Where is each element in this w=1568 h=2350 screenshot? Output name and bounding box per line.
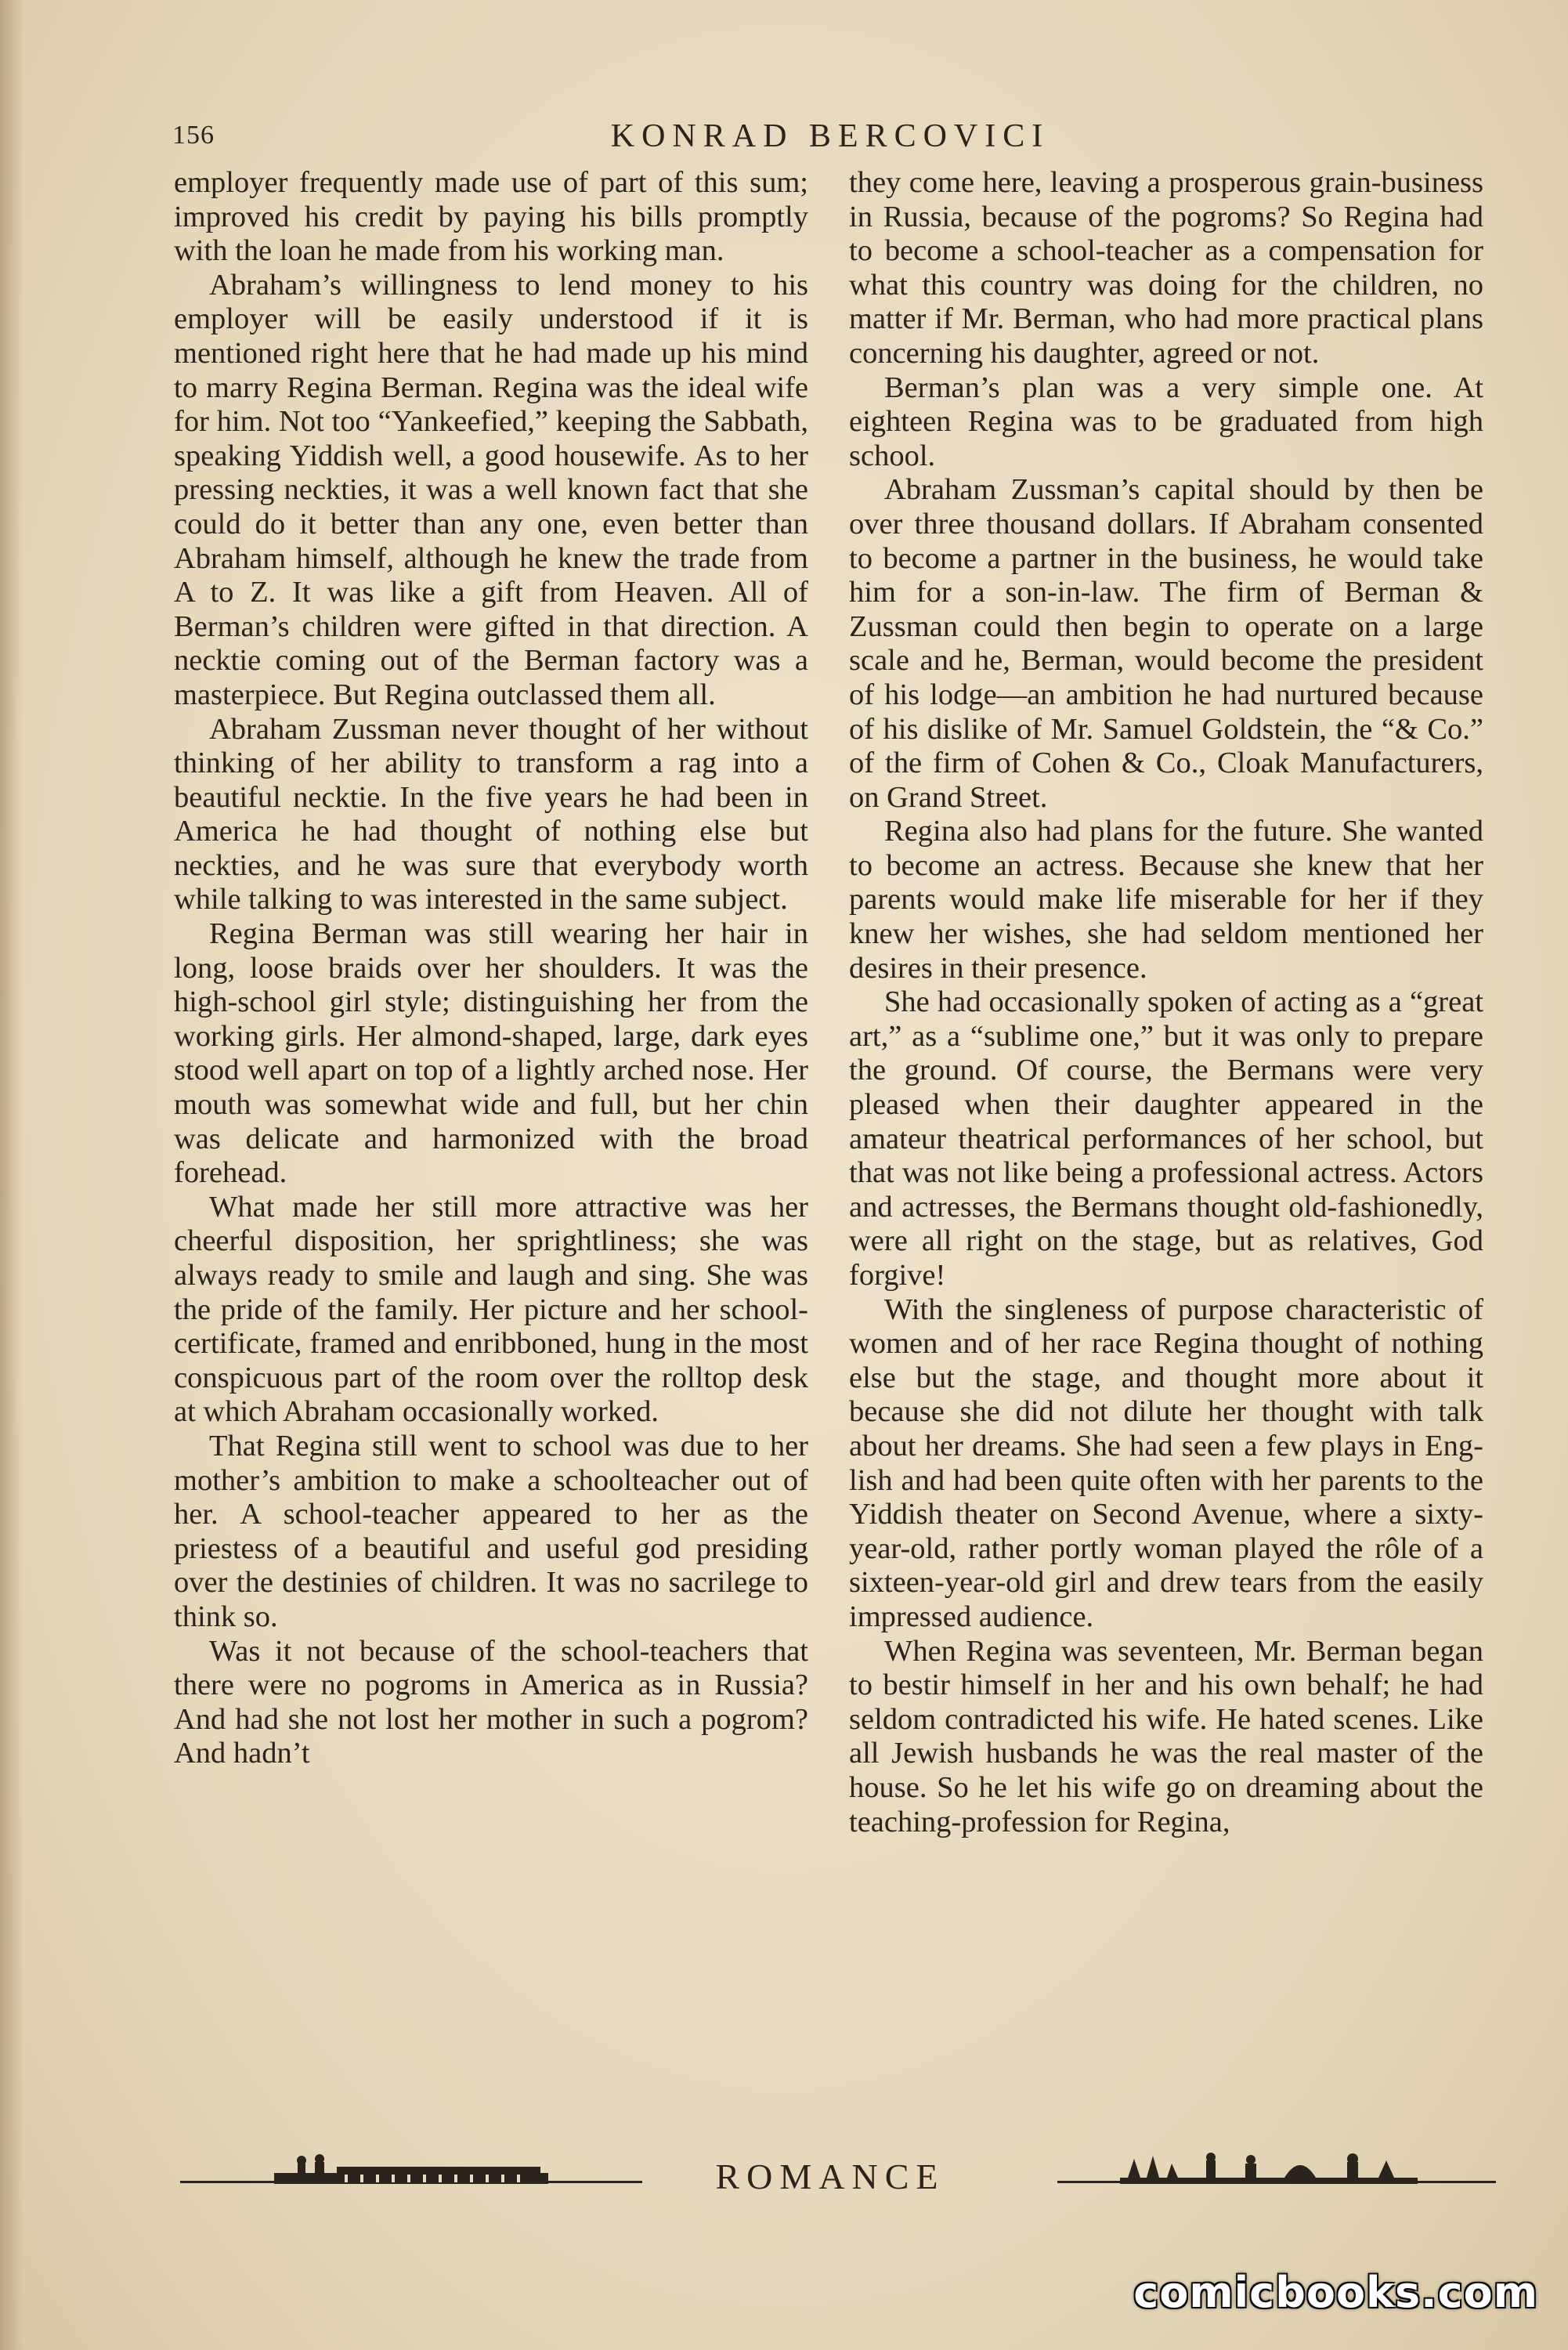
paragraph: Was it not because of the school-teachers that there were no pogroms in America as in Russia? And had she not lost her mother in such a pogrom? And hadn’t [174, 1634, 808, 1770]
paragraph: they come here, leaving a prosperous grain-business in Russia, because of the pogroms? So Regina had to become a school-teacher as a compensation for what this country was doing for the children, no matter if Mr. Berman, who had more practical plans concerning his daughter, agreed or not. [849, 166, 1483, 370]
page-header [172, 118, 1488, 164]
text-column-right [849, 166, 1483, 1839]
paragraph: employer frequently made use of part of this sum; improved his credit by paying his bills promptly with the loan he made from his working man. [174, 166, 808, 268]
paragraph: When Regina was seventeen, Mr. Berman began to bestir himself in her and his own behalf; he had seldom contradicted his wife. He hated scenes. Like all Jewish husbands he was the real master of the house. So he let his wife go on dreaming about the teaching-profession for Regina, [849, 1634, 1483, 1838]
running-head: KONRAD BERCOVICI [610, 118, 1050, 154]
text-column-left [174, 166, 808, 1771]
paragraph: She had occasionally spoken of acting as a “great art,” as a “sublime one,” but it was only to prepare the ground. Of course, the Bermans were very pleased when their daughter appeared in the amateur theatrical performances of her school, but that was not like being a professional actress. Actors and actresses, the Bermans thought old-fashionedly, were all right on the stage, but as relatives, God forgive! [849, 985, 1483, 1292]
footer-rule-right [1057, 2181, 1496, 2183]
paragraph: What made her still more attractive was her cheerful disposition, her sprightliness; she was always ready to smile and laugh and sing. She was the pride of the family. Her picture and her school-certificate, framed and enribboned, hung in the most conspicuous part of the room over the rolltop desk at which Abraham occasionally worked. [174, 1190, 808, 1429]
paragraph: Abraham’s willingness to lend money to his employer will be easily understood if it is mentioned right here that he had made up his mind to marry Regina Berman. Regina was the ideal wife for him. Not too “Yankeefied,” keeping the Sabbath, speaking Yiddish well, a good housewife. As to her pressing neckties, it was a well known fact that she could do it better than any one, even better than Abraham himself, although he knew the trade from A to Z. It was like a gift from Heaven. All of Berman’s children were gifted in that direction. A necktie coming out of the Berman factory was a masterpiece. But Regina outclassed them all. [174, 268, 808, 711]
paragraph: Abraham Zussman’s capital should by then be over three thousand dollars. If Abraham consented to become a partner in the business, he would take him for a son-in-law. The firm of Berman & Zussman could then begin to operate on a large scale and he, Berman, would become the president of his lodge—an ambition he had nurtured because of his dislike of Mr. Samuel Goldstein, the “& Co.” of the firm of Cohen & Co., Cloak Manufacturers, on Grand Street. [849, 473, 1483, 814]
page-footer [164, 2146, 1496, 2217]
magazine-title: ROMANCE [715, 2157, 945, 2196]
paragraph: With the singleness of purpose characteristic of women and of her race Regina thought of nothing else but the stage, and thought more about it because she did not dilute her thought with talk about her dreams. She had seen a few plays in English and had been quite often with her parents to the Yiddish theater on Second Avenue, where a sixty-year-old, rather portly woman played the rôle of a sixteen-year-old girl and drew tears from the easily impressed audience. [849, 1292, 1483, 1633]
paragraph: That Regina still went to school was due to her mother’s ambition to make a schoolteacher out of her. A school-teacher appeared to her as the priestess of a beautiful and useful god presiding over the destinies of children. It was no sacrilege to think so. [174, 1429, 808, 1633]
watermark-logo: comicbooks.com [1133, 2268, 1538, 2317]
paragraph: Berman’s plan was a very simple one. At eighteen Regina was to be graduated from high school. [849, 371, 1483, 472]
paragraph: Regina Berman was still wearing her hair in long, loose braids over her shoulders. It was the high-school girl style; distinguishing her from the working girls. Her almond-shaped, large, dark eyes stood well apart on top of a lightly arched nose. Her mouth was somewhat wide and full, but her chin was delicate and harmonized with the broad forehead. [174, 917, 808, 1190]
page-number: 156 [172, 121, 215, 150]
paragraph: Regina also had plans for the future. She wanted to become an actress. Because she knew that her parents would make life miserable for her if they knew her wishes, she had seldom mentioned her desires in their presence. [849, 815, 1483, 985]
paragraph: Abraham Zussman never thought of her without thinking of her ability to transform a rag into a beautiful necktie. In the five years he had been in America he had thought of nothing else but neckties, and he was sure that everybody worth while talking to was interested in the same subject. [174, 712, 808, 916]
binding-shadow [0, 0, 23, 2350]
